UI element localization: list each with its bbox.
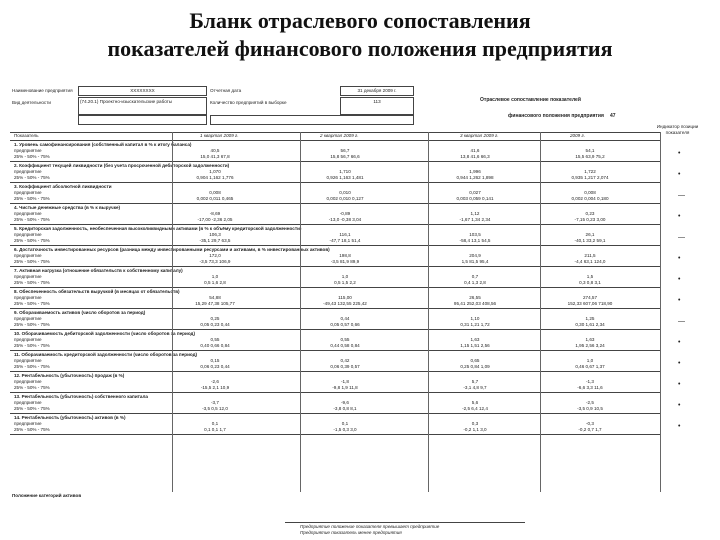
cell-value: 0,23: [585, 211, 595, 216]
cell-value: 115,00: [338, 295, 352, 300]
position-indicator-icon: •: [678, 402, 681, 409]
table-row: [10, 280, 670, 286]
cell-value: 15,5 63,9 75,2: [575, 154, 605, 159]
position-indicator-icon: —: [678, 234, 685, 241]
section-rule: [10, 287, 660, 288]
cell-value: 1,95 2,56 3,24: [575, 343, 605, 348]
section-rule: [10, 392, 660, 393]
row-label: 25% - 50% - 75%: [14, 238, 50, 243]
cell-value: 40,5: [210, 148, 220, 153]
row-label: 25% - 50% - 75%: [14, 280, 50, 285]
col-divider: [428, 132, 429, 492]
cell-value: 0,1: [341, 421, 349, 426]
cell-value: -15,5 2,1 10,9: [200, 385, 230, 390]
cell-value: 1,63: [470, 337, 480, 342]
cell-value: 1,722: [584, 169, 596, 174]
cell-value: 0,904 1,162 1,776: [196, 175, 234, 180]
cell-value: -47,7 18,1 51,4: [329, 238, 361, 243]
cell-value: 1,0: [211, 274, 219, 279]
cell-value: 0,003 0,059 0,141: [456, 196, 494, 201]
category-box-2: [210, 115, 414, 125]
cell-value: 0,1: [211, 421, 219, 426]
page-subtitle: показателей финансового положения предприятия: [107, 36, 613, 61]
section-title: 6. Достаточность инвестированных ресурсов (разница между инвестированными ресурсами и активами, в % инвестированных активов): [14, 247, 330, 252]
cell-value: 15,0 41,3 67,8: [200, 154, 230, 159]
cell-value: -0,89: [339, 211, 351, 216]
row-label: 25% - 50% - 75%: [14, 196, 50, 201]
cell-value: -2,5: [586, 400, 594, 405]
cell-value: -3,5 0,9 10,5: [577, 406, 603, 411]
cell-value: 204,9: [469, 253, 481, 258]
row-label: предприятие: [14, 274, 42, 279]
cell-value: 54,1: [585, 148, 595, 153]
col-header-year: 2009 г.: [570, 133, 586, 138]
header-bottom-rule: [10, 140, 660, 141]
section-rule: [10, 434, 660, 435]
row-label: предприятие: [14, 379, 42, 384]
cell-value: -3,5 81,9 89,9: [330, 259, 360, 264]
cell-value: 0,3: [471, 421, 479, 426]
cell-value: 0,008: [209, 190, 221, 195]
cell-value: 1,12: [470, 211, 480, 216]
cell-value: -6,6 3,3 11,6: [577, 385, 603, 390]
section-title: 4. Чистые денежные средства (в % к выручке): [14, 205, 121, 210]
section-title: 14. Рентабельность (убыточность) активов (в %): [14, 415, 126, 420]
position-indicator-icon: •: [678, 213, 681, 220]
position-indicator-icon: •: [678, 339, 681, 346]
cell-value: 5,6: [471, 400, 479, 405]
cell-value: -3,8 0,8 8,1: [333, 406, 357, 411]
section-rule: [10, 203, 660, 204]
cell-value: 152,33 607,06 718,90: [567, 301, 613, 306]
row-label: предприятие: [14, 253, 42, 258]
col-header-q2: 2 квартал 2009 г.: [320, 133, 359, 138]
cell-value: 1,996: [469, 169, 481, 174]
row-label: 25% - 50% - 75%: [14, 259, 50, 264]
industry-value: (74.20.1) Проектно-изыскательские работы: [78, 97, 207, 115]
row-label: предприятие: [14, 232, 42, 237]
table-row: [10, 301, 670, 307]
row-label: 25% - 50% - 75%: [14, 427, 50, 432]
position-indicator-icon: —: [678, 318, 685, 325]
cell-value: -13,0 -0,38 3,04: [328, 217, 362, 222]
section-title: 11. Оборачиваемость кредиторской задолженности (число оборотов за период): [14, 352, 198, 357]
cell-value: 0,010: [339, 190, 351, 195]
cell-value: -7,15 0,23 3,00: [574, 217, 606, 222]
cell-value: 56,7: [340, 148, 350, 153]
row-label: предприятие: [14, 358, 42, 363]
cell-value: 0,002 0,004 0,180: [571, 196, 609, 201]
position-indicator-icon: •: [678, 297, 681, 304]
cell-value: 0,05 0,57 0,66: [330, 322, 360, 327]
cell-value: 0,25 0,84 1,09: [460, 364, 490, 369]
row-label: 25% - 50% - 75%: [14, 154, 50, 159]
period-label: Отчетная дата: [210, 88, 242, 93]
section-title: 12. Рентабельность (убыточность) продаж (в %): [14, 373, 125, 378]
cell-value: 0,926 1,163 1,481: [326, 175, 364, 180]
cell-value: 0,944 1,262 1,898: [456, 175, 494, 180]
table-row: [10, 322, 670, 328]
position-indicator-icon: •: [678, 255, 681, 262]
col-divider: [660, 132, 661, 492]
section-title: 9. Оборачиваемость активов (число оборотов за период): [14, 310, 146, 315]
section-title: 8. Обеспеченность обязательств выручкой (в месяцах от обязательств): [14, 289, 180, 294]
count-label: Количество предприятий в выборке: [210, 100, 287, 105]
cell-value: 0,06 0,23 0,44: [200, 364, 230, 369]
cell-value: -2,6: [211, 379, 219, 384]
cell-value: 0,002 0,011 0,465: [196, 196, 234, 201]
row-label: 25% - 50% - 75%: [14, 175, 50, 180]
cell-value: 0,55: [210, 337, 220, 342]
cell-value: 15,29 47,38 105,77: [195, 301, 235, 306]
category-box: [78, 115, 207, 125]
cell-value: 0,05 0,23 0,44: [200, 322, 230, 327]
table-row: [10, 343, 670, 349]
row-label: 25% - 50% - 75%: [14, 406, 50, 411]
cell-value: -35,1 29,7 63,5: [199, 238, 231, 243]
row-label: предприятие: [14, 421, 42, 426]
cell-value: -9,8 1,9 11,8: [332, 385, 358, 390]
position-indicator-icon: •: [678, 423, 681, 430]
row-label: 25% - 50% - 75%: [14, 322, 50, 327]
cell-value: 0,25: [210, 316, 220, 321]
cell-value: 0,027: [469, 190, 481, 195]
cell-value: 0,42: [340, 358, 350, 363]
period-value: 31 декабря 2009 г.: [340, 86, 414, 96]
col-header-name: Показатель: [14, 133, 39, 138]
cell-value: 0,008: [584, 190, 596, 195]
section-rule: [10, 161, 660, 162]
cell-value: 54,88: [209, 295, 221, 300]
section-rule: [10, 329, 660, 330]
cell-value: -1,67 1,34 2,34: [459, 217, 491, 222]
cell-value: 0,002 0,010 0,127: [326, 196, 364, 201]
cell-value: 0,4 1,3 2,8: [464, 280, 486, 285]
table-row: [10, 175, 670, 181]
section-title: 2. Коэффициент текущей ликвидности (без учета просроченной дебиторской задолженности): [14, 163, 230, 168]
section-rule: [10, 350, 660, 351]
row-label: предприятие: [14, 337, 42, 342]
cell-value: -3,7: [211, 400, 219, 405]
cell-value: 1,0: [586, 358, 594, 363]
table-row: [10, 427, 670, 433]
table-row: [10, 154, 670, 160]
cell-value: -3,5 73,3 106,9: [199, 259, 231, 264]
cell-value: 1,070: [209, 169, 221, 174]
cell-value: 0,44: [340, 316, 350, 321]
cell-value: 1,25: [585, 316, 595, 321]
row-label: предприятие: [14, 295, 42, 300]
footer-rule: [285, 522, 525, 523]
section-rule: [10, 413, 660, 414]
row-label: 25% - 50% - 75%: [14, 343, 50, 348]
cell-value: 116,1: [339, 232, 351, 237]
cell-value: 0,31 1,21 1,72: [460, 322, 490, 327]
cell-value: 106,3: [209, 232, 221, 237]
col-header-q3: 3 квартал 2009 г.: [460, 133, 499, 138]
cell-value: 0,65: [470, 358, 480, 363]
cell-value: 274,57: [582, 295, 598, 300]
org-label: Наименование предприятия: [12, 88, 73, 93]
cell-value: 0,46 0,67 1,37: [575, 364, 605, 369]
count-value: 113: [340, 97, 414, 115]
cell-value: -49,43 132,55 225,42: [323, 301, 367, 306]
position-indicator-icon: •: [678, 171, 681, 178]
cell-value: 0,7: [471, 274, 479, 279]
table-row: [10, 259, 670, 265]
cell-value: 198,8: [339, 253, 351, 258]
row-label: 25% - 50% - 75%: [14, 364, 50, 369]
section-rule: [10, 182, 660, 183]
row-label: 25% - 50% - 75%: [14, 301, 50, 306]
row-label: предприятие: [14, 316, 42, 321]
cell-value: 41,6: [470, 148, 480, 153]
table-row: [10, 217, 670, 223]
cell-value: 1,5 81,5 95,4: [461, 259, 489, 264]
row-label: предприятие: [14, 400, 42, 405]
cell-value: 0,40 0,66 0,84: [200, 343, 230, 348]
table-row: [10, 238, 670, 244]
page-title: Бланк отраслевого сопоставления: [189, 8, 531, 33]
cell-value: -9,6: [341, 400, 349, 405]
cell-value: 103,5: [469, 232, 481, 237]
cell-value: 95,41 252,03 408,56: [453, 301, 497, 306]
table-row: [10, 406, 670, 412]
cell-value: -4,4 63,1 124,0: [574, 259, 606, 264]
position-indicator-icon: —: [678, 192, 685, 199]
section-title: 5. Кредиторская задолженность, необеспеченная высоколиквидными активами (в % к объёму кредиторской задолженности): [14, 226, 302, 231]
org-value: XXXXXXXX: [78, 86, 207, 96]
footer-label: Положение категорий активов: [12, 493, 82, 498]
row-label: предприятие: [14, 169, 42, 174]
section-rule: [10, 308, 660, 309]
row-label: предприятие: [14, 211, 42, 216]
cell-value: -3,1 4,8 9,7: [463, 385, 487, 390]
row-label: 25% - 50% - 75%: [14, 385, 50, 390]
position-indicator-icon: •: [678, 150, 681, 157]
section-title: 1. Уровень самофинансирования (собственный капитал в % к итогу баланса): [14, 142, 192, 147]
footer-note-2: Предприятие показатель менее предприятия: [300, 530, 402, 535]
cell-value: 1,5: [586, 274, 594, 279]
position-value: 47: [610, 113, 616, 119]
cell-value: -2,5 6,4 12,4: [462, 406, 488, 411]
cell-value: -58,4 13,1 54,5: [459, 238, 491, 243]
cell-value: 1,710: [339, 169, 351, 174]
cell-value: -1,8: [341, 379, 349, 384]
table-row: [10, 364, 670, 370]
section-title: 13. Рентабельность (убыточность) собственного капитала: [14, 394, 148, 399]
col-divider: [300, 132, 301, 492]
cell-value: 15,8 56,7 66,6: [330, 154, 360, 159]
cell-value: 0,3 0,8 3,1: [579, 280, 601, 285]
position-indicator-icon: •: [678, 381, 681, 388]
cell-value: -40,1 33,2 59,1: [574, 238, 606, 243]
cell-value: -0,2 1,1 3,0: [463, 427, 487, 432]
table-row: [10, 385, 670, 391]
position-indicator-icon: •: [678, 360, 681, 367]
section-rule: [10, 224, 660, 225]
position-indicator-icon: •: [678, 276, 681, 283]
cell-value: 1,10: [470, 316, 480, 321]
cell-value: -0,3: [586, 421, 594, 426]
row-label: предприятие: [14, 148, 42, 153]
cell-value: 26,1: [585, 232, 595, 237]
indicator-column-header: Индикатор позиции показателя: [656, 124, 699, 135]
cell-value: 0,935 1,217 2,074: [571, 175, 609, 180]
cell-value: 0,5 1,6 2,8: [204, 280, 226, 285]
cell-value: -3,5 0,5 12,0: [202, 406, 228, 411]
section-rule: [10, 266, 660, 267]
cell-value: 1,0: [341, 274, 349, 279]
section-title: 3. Коэффициент абсолютной ликвидности: [14, 184, 112, 189]
row-label: 25% - 50% - 75%: [14, 217, 50, 222]
row-label: предприятие: [14, 190, 42, 195]
cell-value: 0,44 0,58 0,84: [330, 343, 360, 348]
cell-value: -0,2 0,7 1,7: [578, 427, 602, 432]
col-header-q1: 1 квартал 2009 г.: [200, 133, 239, 138]
cell-value: 26,55: [469, 295, 481, 300]
cell-value: -1,5 0,3 3,0: [333, 427, 357, 432]
cell-value: 0,30 1,61 2,34: [575, 322, 605, 327]
cell-value: 0,5 1,5 2,2: [334, 280, 356, 285]
section-title: 7. Активная нагрузка (отношение обязательств к собственному капиталу): [14, 268, 183, 273]
cell-value: 0,06 0,39 0,57: [330, 364, 360, 369]
industry-label: Вид деятельности: [12, 100, 51, 105]
section-title: 10. Оборачиваемость дебиторской задолженности (число оборотов за период): [14, 331, 196, 336]
cell-value: 1,15 1,51 2,56: [460, 343, 490, 348]
col-divider: [172, 132, 173, 492]
cell-value: 0,15: [210, 358, 220, 363]
cell-value: -8,69: [209, 211, 221, 216]
cell-value: 211,5: [584, 253, 596, 258]
col-divider: [540, 132, 541, 492]
cell-value: 172,0: [209, 253, 221, 258]
position-label: финансового положения предприятия: [508, 113, 604, 119]
section-rule: [10, 245, 660, 246]
cell-value: 13,8 41,6 66,3: [460, 154, 490, 159]
cell-value: 1,63: [585, 337, 595, 342]
section-rule: [10, 371, 660, 372]
cell-value: -1,3: [586, 379, 594, 384]
footer-note-1: Предприятие положение показателя превышает предприятие: [300, 524, 440, 529]
cell-value: 0,55: [340, 337, 350, 342]
compare-title: Отраслевое сопоставление показателей: [480, 97, 581, 103]
cell-value: 0,1 0,1 1,7: [204, 427, 226, 432]
cell-value: -17,00 -2,36 2,05: [197, 217, 233, 222]
table-row: [10, 196, 670, 202]
cell-value: 5,7: [471, 379, 479, 384]
